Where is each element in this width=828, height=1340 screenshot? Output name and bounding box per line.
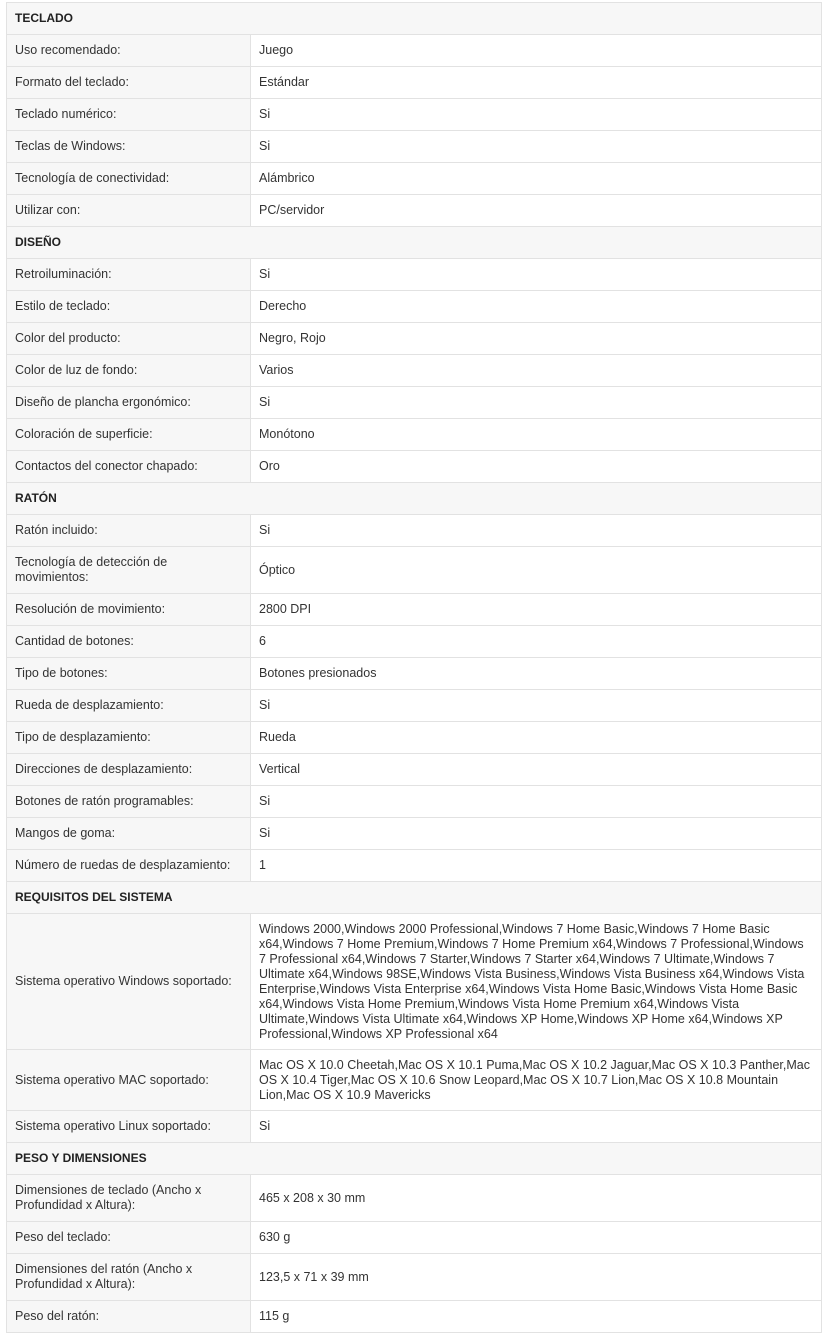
spec-label: Sistema operativo Windows soportado:	[7, 914, 251, 1050]
spec-row	[7, 594, 822, 626]
spec-label: Color del producto:	[7, 323, 251, 355]
spec-label: Número de ruedas de desplazamiento:	[7, 850, 251, 882]
spec-row	[7, 195, 822, 227]
spec-value: Si	[251, 690, 822, 722]
spec-value: Monótono	[251, 419, 822, 451]
spec-value: Varios	[251, 355, 822, 387]
section-header-raton	[7, 483, 822, 515]
spec-row	[7, 722, 822, 754]
spec-row	[7, 690, 822, 722]
spec-label: Dimensiones de teclado (Ancho x Profundidad x Altura):	[7, 1175, 251, 1222]
spec-label: Ratón incluido:	[7, 515, 251, 547]
spec-value: Rueda	[251, 722, 822, 754]
section-header-requisitos	[7, 882, 822, 914]
spec-row	[7, 259, 822, 291]
spec-row	[7, 515, 822, 547]
spec-label: Tecnología de detección de movimientos:	[7, 547, 251, 594]
spec-value: Si	[251, 515, 822, 547]
spec-label: Tipo de desplazamiento:	[7, 722, 251, 754]
spec-label: Teclado numérico:	[7, 99, 251, 131]
spec-label: Formato del teclado:	[7, 67, 251, 99]
spec-row	[7, 67, 822, 99]
spec-label: Teclas de Windows:	[7, 131, 251, 163]
spec-row	[7, 99, 822, 131]
spec-value: Si	[251, 131, 822, 163]
section-title: PESO Y DIMENSIONES	[7, 1143, 822, 1175]
spec-value: 123,5 x 71 x 39 mm	[251, 1254, 822, 1301]
spec-label: Dimensiones del ratón (Ancho x Profundidad x Altura):	[7, 1254, 251, 1301]
spec-value: Derecho	[251, 291, 822, 323]
spec-row	[7, 1050, 822, 1111]
spec-value: Si	[251, 786, 822, 818]
section-header-teclado	[7, 3, 822, 35]
spec-label: Peso del ratón:	[7, 1301, 251, 1333]
spec-value: Si	[251, 99, 822, 131]
spec-value: 1	[251, 850, 822, 882]
section-title: REQUISITOS DEL SISTEMA	[7, 882, 822, 914]
spec-value: Si	[251, 1111, 822, 1143]
spec-row	[7, 1222, 822, 1254]
spec-label: Rueda de desplazamiento:	[7, 690, 251, 722]
spec-label: Diseño de plancha ergonómico:	[7, 387, 251, 419]
spec-row	[7, 626, 822, 658]
spec-row	[7, 291, 822, 323]
spec-label: Coloración de superficie:	[7, 419, 251, 451]
spec-row	[7, 786, 822, 818]
spec-label: Estilo de teclado:	[7, 291, 251, 323]
spec-value: 115 g	[251, 1301, 822, 1333]
spec-row	[7, 163, 822, 195]
spec-value: Estándar	[251, 67, 822, 99]
section-header-peso-dimensiones	[7, 1143, 822, 1175]
spec-label: Peso del teclado:	[7, 1222, 251, 1254]
spec-row	[7, 658, 822, 690]
spec-label: Direcciones de desplazamiento:	[7, 754, 251, 786]
spec-value: Oro	[251, 451, 822, 483]
spec-row	[7, 1111, 822, 1143]
section-header-diseno	[7, 227, 822, 259]
spec-row	[7, 419, 822, 451]
spec-label: Cantidad de botones:	[7, 626, 251, 658]
spec-label: Resolución de movimiento:	[7, 594, 251, 626]
spec-label: Tipo de botones:	[7, 658, 251, 690]
spec-label: Sistema operativo Linux soportado:	[7, 1111, 251, 1143]
spec-label: Mangos de goma:	[7, 818, 251, 850]
spec-value: Alámbrico	[251, 163, 822, 195]
spec-row	[7, 131, 822, 163]
section-title: DISEÑO	[7, 227, 822, 259]
spec-value: Vertical	[251, 754, 822, 786]
section-title: TECLADO	[7, 3, 822, 35]
spec-row	[7, 914, 822, 1050]
spec-value: Juego	[251, 35, 822, 67]
spec-row	[7, 547, 822, 594]
spec-label: Uso recomendado:	[7, 35, 251, 67]
spec-value: 2800 DPI	[251, 594, 822, 626]
spec-row	[7, 451, 822, 483]
spec-label: Color de luz de fondo:	[7, 355, 251, 387]
spec-value: Si	[251, 818, 822, 850]
spec-row	[7, 818, 822, 850]
specifications-table	[6, 2, 822, 1333]
spec-label: Tecnología de conectividad:	[7, 163, 251, 195]
spec-label: Retroiluminación:	[7, 259, 251, 291]
spec-value: Si	[251, 387, 822, 419]
spec-row	[7, 1254, 822, 1301]
spec-value: 6	[251, 626, 822, 658]
spec-row	[7, 1301, 822, 1333]
spec-row	[7, 355, 822, 387]
spec-label: Utilizar con:	[7, 195, 251, 227]
spec-value: 630 g	[251, 1222, 822, 1254]
spec-value: Windows 2000,Windows 2000 Professional,Windows 7 Home Basic,Windows 7 Home Basic x64,Windows 7 Home Premium,Windows 7 Home Premium x64,Windows 7 Professional,Windows 7 Professional x64,Windows 7 Starter,Windows 7 Starter x64,Windows 7 Ultimate,Windows 7 Ultimate x64,Windows 98SE,Windows Vista Business,Windows Vista Business x64,Windows Vista Enterprise,Windows Vista Enterprise x64,Windows Vista Home Basic,Windows Vista Home Basic x64,Windows Vista Home Premium,Windows Vista Home Premium x64,Windows Vista Ultimate,Windows Vista Ultimate x64,Windows XP Home,Windows XP Home x64,Windows XP Professional,Windows XP Professional x64	[251, 914, 822, 1050]
spec-value: Si	[251, 259, 822, 291]
spec-row	[7, 387, 822, 419]
spec-row	[7, 35, 822, 67]
spec-value: Negro, Rojo	[251, 323, 822, 355]
spec-row	[7, 754, 822, 786]
spec-value: Óptico	[251, 547, 822, 594]
section-title: RATÓN	[7, 483, 822, 515]
spec-row	[7, 850, 822, 882]
spec-label: Contactos del conector chapado:	[7, 451, 251, 483]
spec-label: Sistema operativo MAC soportado:	[7, 1050, 251, 1111]
spec-value: PC/servidor	[251, 195, 822, 227]
spec-row	[7, 1175, 822, 1222]
spec-label: Botones de ratón programables:	[7, 786, 251, 818]
spec-value: Botones presionados	[251, 658, 822, 690]
spec-value: 465 x 208 x 30 mm	[251, 1175, 822, 1222]
spec-value: Mac OS X 10.0 Cheetah,Mac OS X 10.1 Puma,Mac OS X 10.2 Jaguar,Mac OS X 10.3 Panther,Mac OS X 10.4 Tiger,Mac OS X 10.6 Snow Leopard,Mac OS X 10.7 Lion,Mac OS X 10.8 Mountain Lion,Mac OS X 10.9 Mavericks	[251, 1050, 822, 1111]
spec-row	[7, 323, 822, 355]
